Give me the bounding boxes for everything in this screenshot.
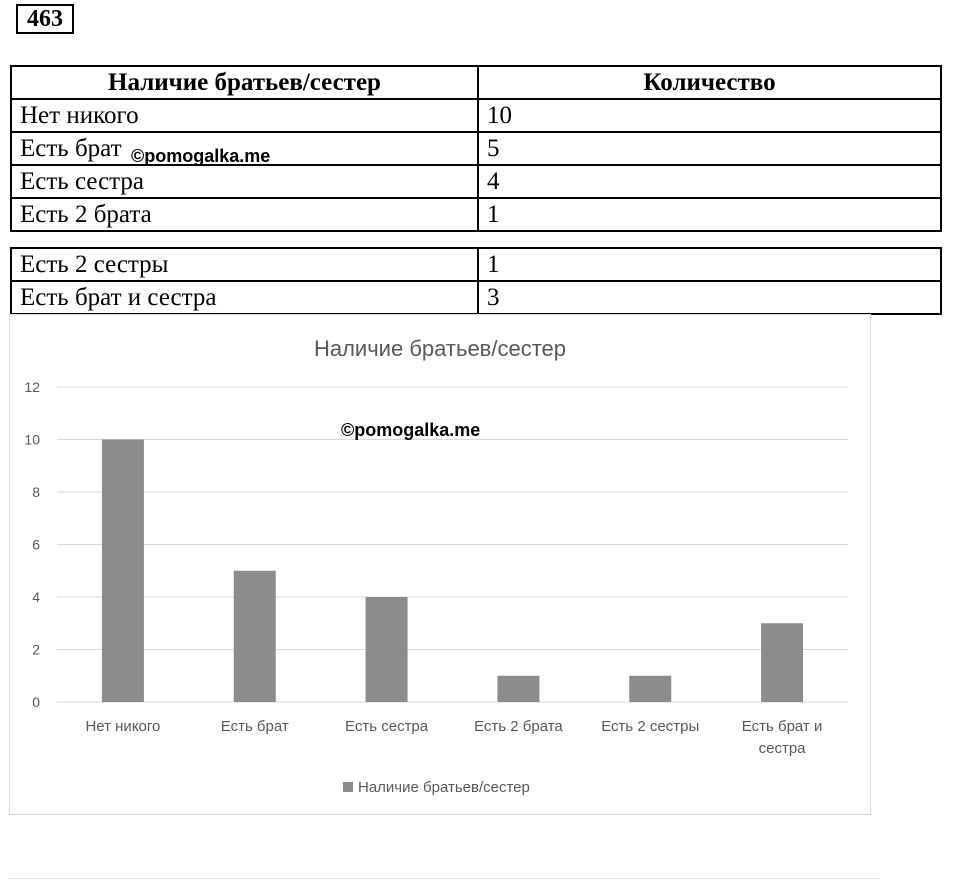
bars: [102, 440, 803, 703]
table-cell: 1: [478, 198, 941, 231]
problem-number: 463: [16, 4, 74, 34]
table-row: [11, 198, 941, 231]
x-axis-labels: [85, 718, 822, 757]
table-row: [11, 165, 941, 198]
y-tick-label: 0: [32, 694, 40, 710]
y-tick-label: 6: [32, 536, 40, 553]
table-row: [11, 99, 941, 132]
bar-chart: [10, 315, 870, 814]
table-cell: Нет никого: [11, 99, 478, 132]
bar: [234, 571, 276, 702]
x-tick-label: Есть сестра: [345, 718, 429, 735]
y-tick-label: 2: [32, 641, 40, 658]
watermark: ©pomogalka.me: [341, 420, 481, 440]
legend-swatch: [343, 782, 353, 792]
y-tick-label: 8: [32, 484, 40, 500]
divider: [9, 878, 879, 879]
table-cell: Есть брат и сестра: [11, 281, 478, 314]
legend: [343, 779, 530, 796]
bar: [761, 623, 803, 702]
table-cell: 4: [478, 165, 941, 198]
x-tick-label: Есть брат и: [741, 718, 823, 735]
bar: [366, 597, 408, 702]
bar: [102, 440, 144, 703]
table-cell: Есть 2 брата: [11, 198, 478, 231]
table-header-row: [11, 66, 941, 99]
table-cell: 10: [478, 99, 941, 132]
table-cell: 3: [478, 281, 941, 314]
y-tick-label: 10: [24, 431, 40, 448]
table-row: [11, 281, 941, 314]
chart-title: Наличие братьев/сестер: [313, 336, 567, 361]
watermark: ©pomogalka.me: [131, 146, 271, 166]
y-tick-label: 12: [24, 379, 40, 395]
y-axis-ticks: [24, 379, 40, 710]
table-row: [11, 248, 941, 281]
legend-label: Наличие братьев/сестер: [358, 779, 530, 796]
table-cell: Есть брат: [11, 132, 478, 165]
table-cell: Есть 2 сестры: [11, 248, 478, 281]
siblings-table-continued: [10, 247, 942, 315]
x-tick-label: сестра: [758, 740, 806, 757]
bar: [497, 676, 539, 702]
x-tick-label: Нет никого: [85, 718, 161, 735]
y-tick-label: 4: [32, 589, 40, 605]
x-tick-label: Есть брат: [220, 718, 289, 735]
x-tick-label: Есть 2 сестры: [601, 718, 700, 735]
x-tick-label: Есть 2 брата: [474, 718, 563, 735]
bar: [629, 676, 671, 702]
header-cell: Количество: [478, 66, 941, 99]
header-cell: Наличие братьев/сестер: [11, 66, 478, 99]
chart-frame: [9, 314, 871, 815]
table-cell: 1: [478, 248, 941, 281]
table-cell: Есть сестра: [11, 165, 478, 198]
table-cell: 5: [478, 132, 941, 165]
